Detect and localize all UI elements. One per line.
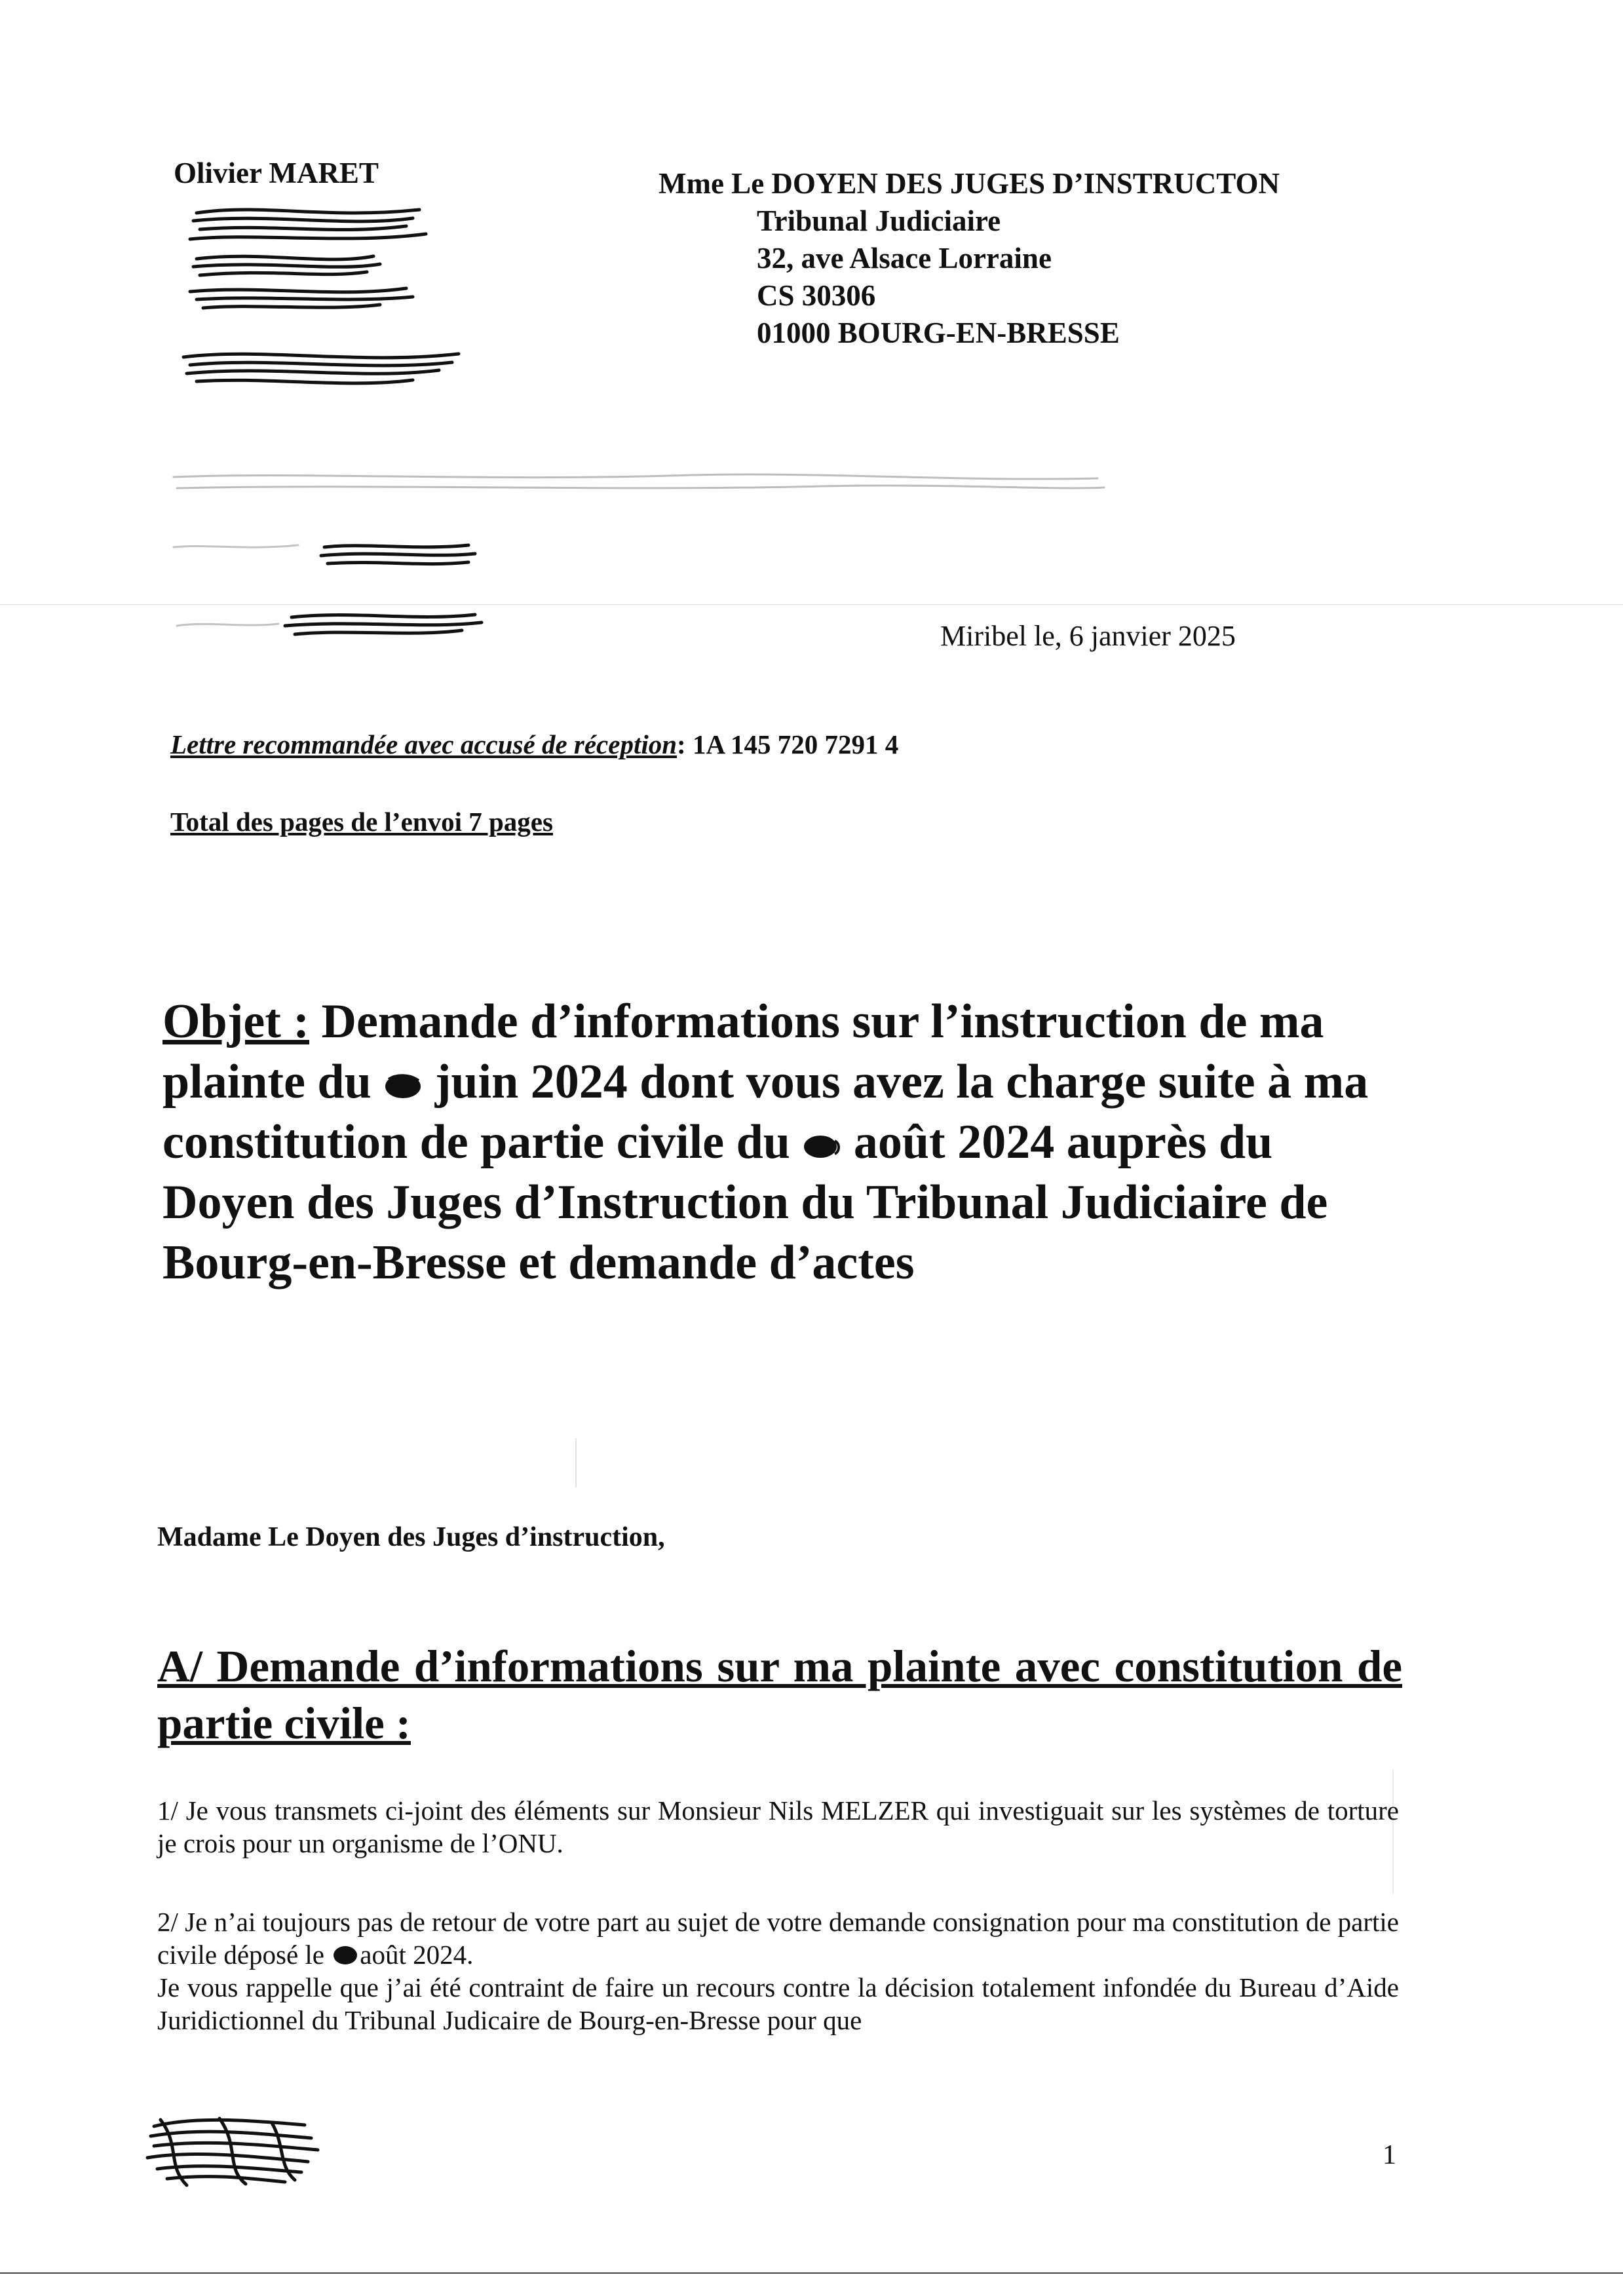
scan-artifact-line <box>0 604 1623 605</box>
registered-mail-line <box>170 729 898 760</box>
subject-label: Objet : <box>162 995 309 1048</box>
registered-mail-number: 1A 145 720 7291 4 <box>692 729 899 759</box>
registered-mail-separator: : <box>677 729 693 759</box>
scan-artifact-mark <box>575 1438 577 1487</box>
redacted-initials <box>141 2107 337 2195</box>
salutation: Madame Le Doyen des Juges d’instruction, <box>157 1522 665 1552</box>
registered-mail-label: Lettre recommandée avec accusé de réception <box>170 729 678 759</box>
subject-text-c: août 2024 auprès du Doyen des Juges d’Instruction du Tribunal Judiciaire de Bourg-en-Bresse et demande d’actes <box>162 1115 1328 1290</box>
recipient-line-2: Tribunal Judiciaire <box>757 204 1001 237</box>
paragraph-2-text-a: 2/ Je n’ai toujours pas de retour de votre part au sujet de votre demande consignation pour ma constitution de partie civile déposé le <box>157 1907 1399 1970</box>
paragraph-1: 1/ Je vous transmets ci-joint des éléments sur Monsieur Nils MELZER qui investiguait sur les systèmes de torture je crois pour un organisme de l’ONU. <box>157 1795 1399 1858</box>
paragraph-2-text-b: août 2024. <box>360 1940 474 1970</box>
page-number: 1 <box>1383 2140 1396 2170</box>
subject-text-a: Demande d’informations sur l’instruction de ma plainte du <box>162 995 1324 1109</box>
page-bottom-edge <box>0 2272 1623 2274</box>
redacted-day-mark <box>802 1132 841 1160</box>
subject-text-b: juin 2024 dont vous avez la charge suite à ma constitution de partie civile du <box>162 1055 1369 1169</box>
paragraph-2 <box>157 1905 1399 2037</box>
sender-name: Olivier MARET <box>174 157 379 189</box>
paragraph-3: Je vous rappelle que j’ai été contraint de faire un recours contre la décision totalement infondée du Bureau d’Aide Juridictionnel du Tribunal Judicaire de Bourg-en-Bresse pour que <box>157 1972 1399 2035</box>
total-pages: Total des pages de l’envoi 7 pages <box>170 807 553 837</box>
recipient-address <box>659 165 1280 352</box>
section-a-heading: A/ Demande d’informations sur ma plainte avec constitution de partie civile : <box>157 1641 1402 1748</box>
letter-date: Miribel le, 6 janvier 2025 <box>940 620 1236 652</box>
recipient-line-1: Mme Le DOYEN DES JUGES D’INSTRUCTON <box>659 167 1280 200</box>
redacted-sender-address <box>164 193 472 396</box>
recipient-line-4: CS 30306 <box>757 279 876 312</box>
redacted-day-mark <box>383 1071 423 1100</box>
redacted-day-mark <box>331 1943 360 1966</box>
recipient-line-5: 01000 BOURG-EN-BRESSE <box>757 316 1120 349</box>
recipient-line-3: 32, ave Alsace Lorraine <box>757 242 1052 275</box>
subject-block <box>162 991 1407 1293</box>
